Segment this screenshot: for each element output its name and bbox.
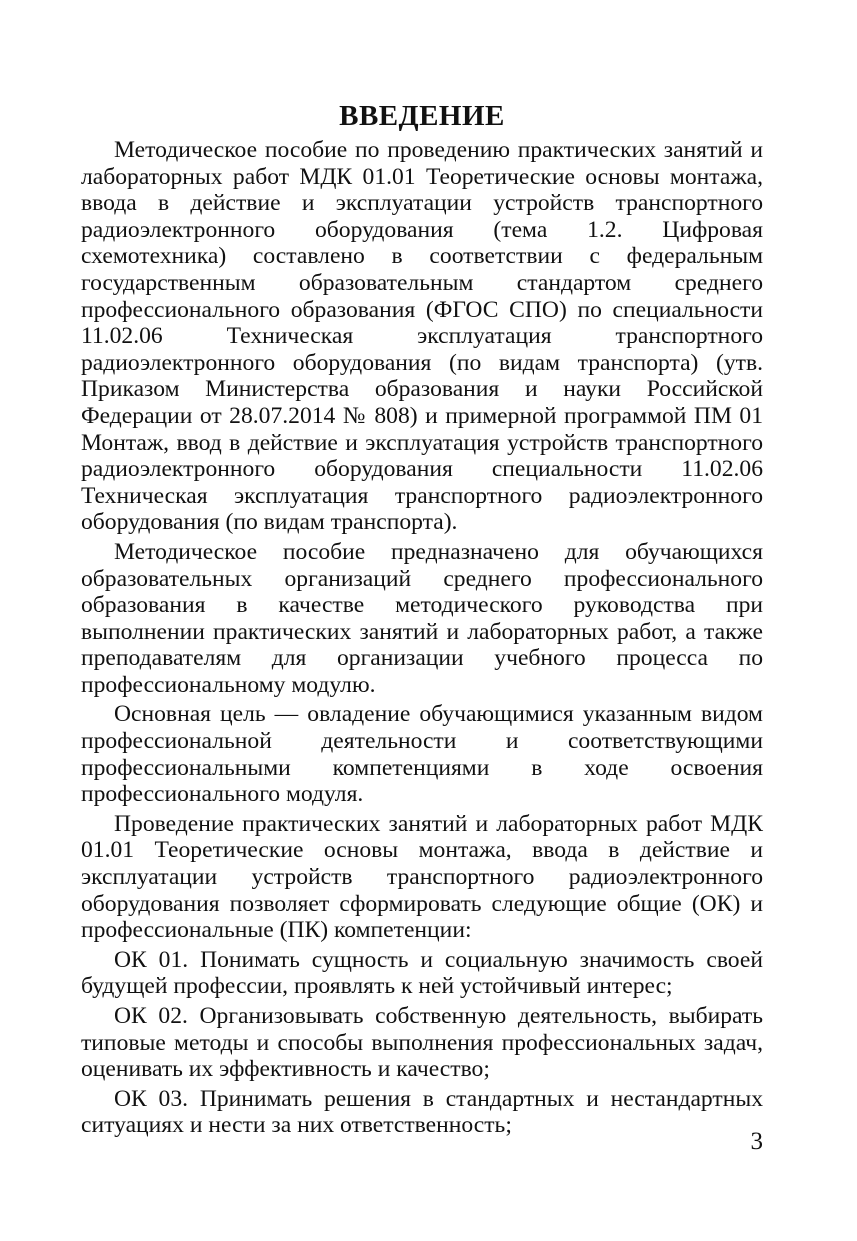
- paragraph-ok-01: ОК 01. Понимать сущность и социальную значимость своей будущей профессии, проявлять к ней устойчивый интерес;: [81, 946, 763, 1000]
- paragraph-intro: Методическое пособие по проведению практических занятий и лабораторных работ МДК 01.01 Теоретические основы монтажа, ввода в действие и эксплуатации устройств транспортного радиоэлектронного оборудования (тема 1.2. Цифровая схемотехника) составлено в соответствии с федеральным государственным образовательным стандартом среднего профессионального образования (ФГОС СПО) по специальности 11.02.06 Техническая эксплуатация транспортного радиоэлектронного оборудования (по видам транспорта) (утв. Приказом Министерства образования и науки Российской Федерации от 28.07.2014 № 808) и примерной программой ПМ 01 Монтаж, ввод в действие и эксплуатация устройств транспортного радиоэлектронного оборудования специальности 11.02.06 Техническая эксплуатация транспортного радиоэлектронного оборудования (по видам транспорта).: [81, 137, 763, 536]
- paragraph-ok-02: ОК 02. Организовывать собственную деятельность, выбирать типовые методы и способы выполнения профессиональных задач, оценивать их эффективность и качество;: [81, 1003, 763, 1083]
- page-title: ВВЕДЕНИЕ: [339, 100, 505, 132]
- page-number: 3: [750, 1128, 763, 1155]
- paragraph-purpose: Методическое пособие предназначено для обучающихся образовательных организаций среднего профессионального образования в качестве методического руководства при выполнении практических занятий и лабораторных работ, а также преподавателям для организации учебного процесса по профессиональному модулю.: [81, 538, 763, 698]
- paragraph-goal: Основная цель — овладение обучающимися указанным видом профессиональной деятельности и соответствующими профессиональными компетенциями в ходе освоения профессионального модуля.: [81, 701, 763, 808]
- paragraph-ok-03: ОК 03. Принимать решения в стандартных и нестандартных ситуациях и нести за них ответственность;: [81, 1085, 763, 1139]
- paragraph-competencies: Проведение практических занятий и лабораторных работ МДК 01.01 Теоретические основы монтажа, ввода в действие и эксплуатации устройств транспортного радиоэлектронного оборудования позволяет сформировать следующие общие (ОК) и профессиональные (ПК) компетенции:: [81, 810, 763, 944]
- document-page: [81, 98, 763, 1142]
